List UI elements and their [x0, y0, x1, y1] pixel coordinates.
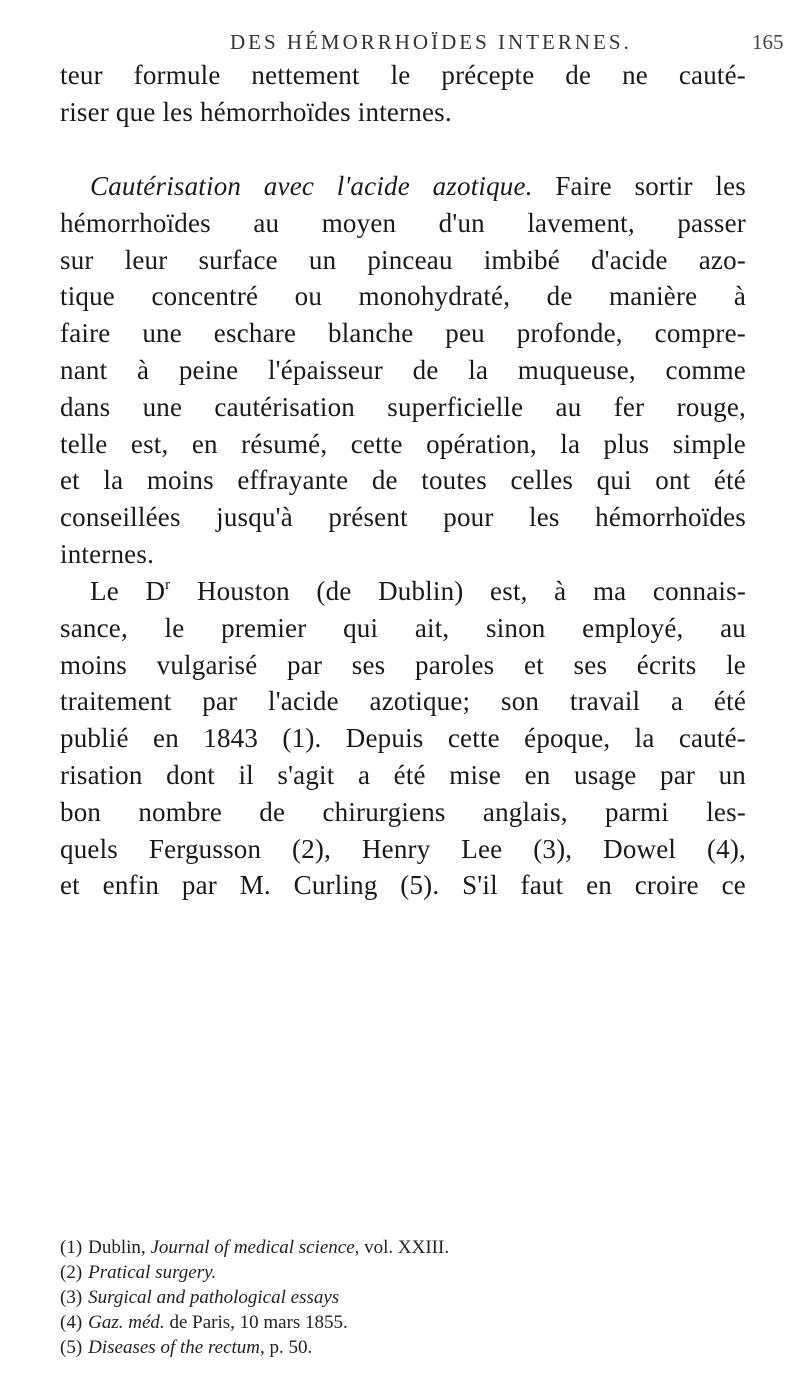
text-line: et enfin par M. Curling (5). S'il faut en croire ce — [60, 870, 746, 901]
text-line: teur formule nettement le précepte de ne cauté- — [60, 60, 746, 90]
text-line: quels Fergusson (2), Henry Lee (3), Dowel (4), — [60, 833, 746, 864]
text-line: et la moins effrayante de toutes celles qui ont été — [60, 465, 746, 496]
paragraph-continuation — [60, 57, 746, 131]
footnote: (2) Pratical surgery. — [60, 1262, 217, 1283]
text-line: riser que les hémorrhoïdes internes. — [60, 96, 452, 127]
text-line: Le $D^r$ Houston (de Dublin) est, à ma connais- — [90, 576, 746, 606]
footnote: (3) Surgical and pathological essays — [60, 1287, 340, 1308]
section-heading: Cautérisation avec l'acide azotique. — [90, 171, 533, 201]
footnote: (4) Gaz. méd. de Paris, 10 mars 1855. — [60, 1312, 348, 1333]
text-line: traitement par l'acide azotique; son travail a été — [60, 686, 746, 717]
superscript: r — [165, 577, 171, 593]
footnote: (5) Diseases of the rectum, p. 50. — [60, 1337, 313, 1358]
paragraph-cauterisation — [60, 168, 746, 573]
text-line: internes. — [60, 538, 155, 569]
footnotes — [60, 1235, 746, 1360]
text-line: Cautérisation avec l'acide azotique. Faire sortir les — [90, 171, 746, 201]
text-line: nant à peine l'épaisseur de la muqueuse, comme — [60, 354, 746, 385]
text-line: conseillées jusqu'à présent pour les hémorrhoïdes — [60, 502, 746, 533]
page-number: 165 — [752, 30, 784, 54]
text-line: moins vulgarisé par ses paroles et ses écrits le — [60, 649, 746, 680]
footnote: (1) Dublin, Journal of medical science, vol. XXIII. — [60, 1237, 450, 1258]
text-line: tique concentré ou monohydraté, de manière à — [60, 281, 746, 312]
text-line: risation dont il s'agit a été mise en usage par un — [60, 759, 746, 790]
text-line: dans une cautérisation superficielle au fer rouge, — [60, 391, 746, 422]
text-line: faire une eschare blanche peu profonde, compre- — [60, 318, 746, 349]
text-line: bon nombre de chirurgiens anglais, parmi les- — [60, 796, 746, 827]
text-line: sur leur surface un pinceau imbibé d'acide azo- — [60, 244, 746, 275]
text-line: hémorrhoïdes au moyen d'un lavement, passer — [60, 207, 746, 238]
paragraph-houston — [60, 573, 746, 904]
text-line: publié en 1843 (1). Depuis cette époque, la cauté- — [60, 723, 746, 754]
text-line: telle est, en résumé, cette opération, la plus simple — [60, 428, 746, 459]
running-title: DES HÉMORRHOÏDES INTERNES. — [230, 30, 632, 54]
text-line: sance, le premier qui ait, sinon employé, au — [60, 612, 746, 643]
